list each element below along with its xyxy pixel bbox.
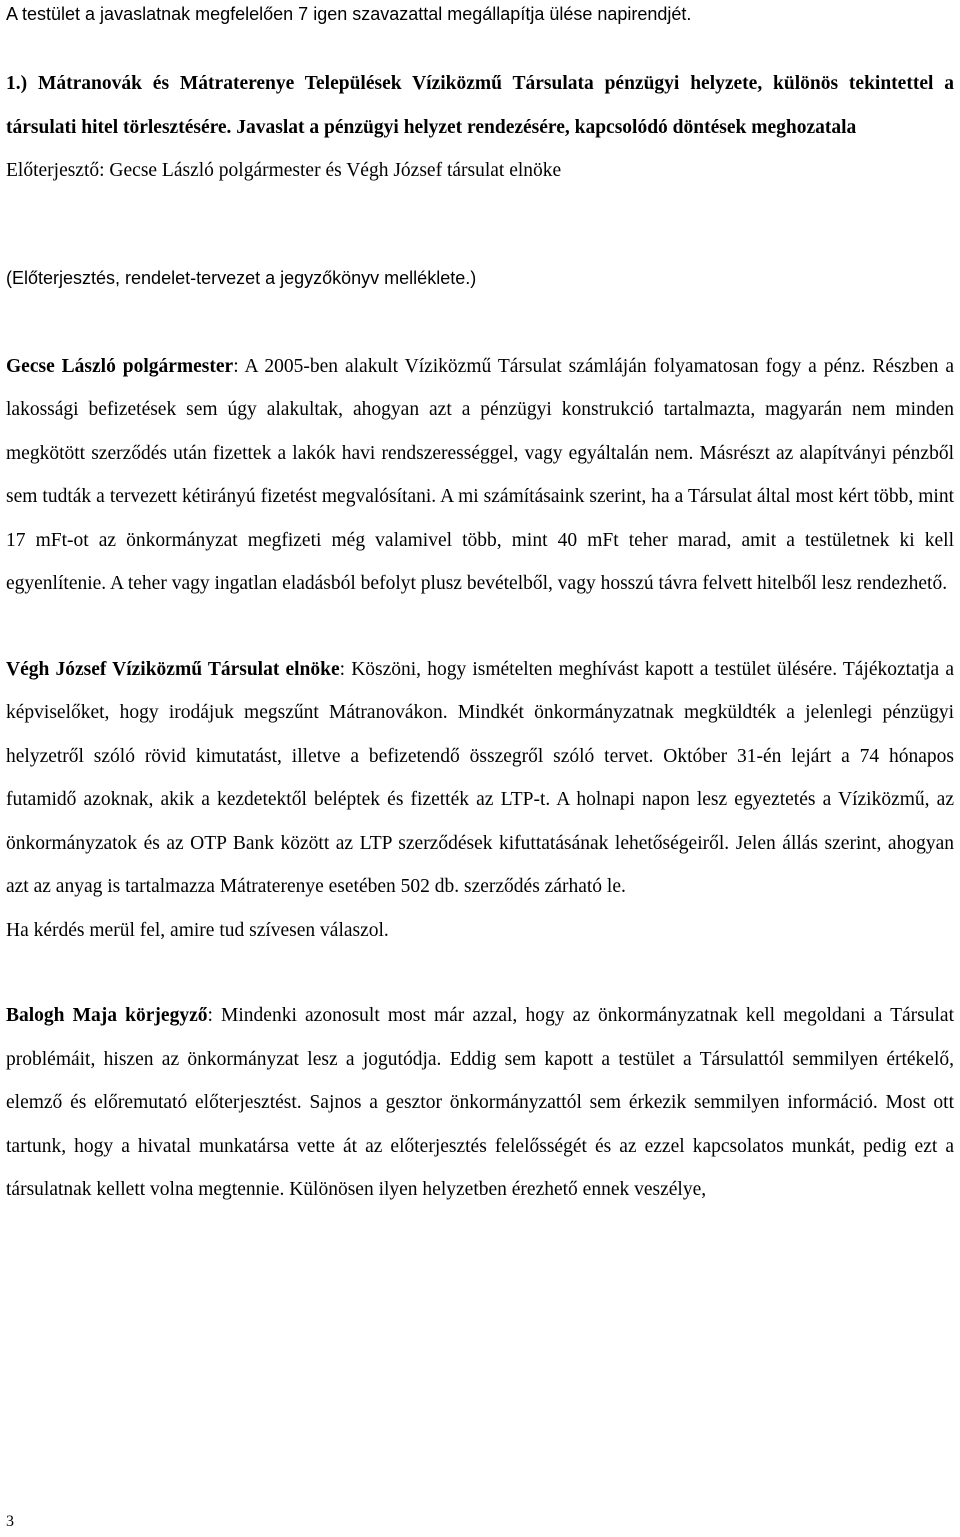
speaker-name: Végh József Víziközmű Társulat elnöke xyxy=(6,658,340,680)
speaker-name: Gecse László polgármester xyxy=(6,355,234,377)
speech-text: : A 2005-ben alakult Víziközmű Társulat számláján folyamatosan fogy a pénz. Részben a lakossági befizetések sem úgy alakultak, ahogyan azt a pénzügyi konstrukció tartalmazta, magyarán nem minden megkötött szerződés után fizettek a lakók havi rendszerességgel, vagy egyáltalán nem. Másrészt az alapítványi pénzből sem tudták a tervezett kétirányú fizetést megvalósítani. A mi számításaink szerint, ha a Társulat által most kért több, mint 17 mFt-ot az önkormányzat megfizeti még valamivel több, mint 40 mFt teher marad, amit a testületnek ki kell egyenlítenie. A teher vagy ingatlan eladásból befolyt plusz bevételből, vagy hosszú távra felvett hitelből lesz rendezhető. xyxy=(6,355,954,594)
speaker-name: Balogh Maja körjegyző xyxy=(6,1005,208,1026)
speech-text: : Mindenki azonosult most már azzal, hogy az önkormányzatnak kell megoldani a Társulat problémáit, hiszen az önkormányzat lesz a jogutódja. Eddig sem kapott a testület a Társulattól semmilyen értékelő, elemző és előremutató előterjesztést. Sajnos a gesztor önkormányzattól sem érkezik semmilyen információ. Most ott tartunk, hogy a hivatal munkatársa vette át az előterjesztés felelősségét és az ezzel kapcsolatos munkát, pedig ezt a társulatnak kellett volna megtennie. Különösen ilyen helyzetben érezhető ennek veszélye, xyxy=(6,1005,954,1200)
agenda-approval-text: A testület a javaslatnak megfelelően 7 igen szavazattal megállapítja ülése napirendjét. xyxy=(6,4,692,24)
agenda-annex-note: (Előterjesztés, rendelet-tervezet a jegyzőkönyv melléklete.) xyxy=(6,267,477,288)
page-number: 3 xyxy=(6,1513,14,1530)
speech-mayor xyxy=(6,345,954,606)
agenda-item-title: 1.) Mátranovák és Mátraterenye Települések Víziközmű Társulata pénzügyi helyzete, különös tekintettel a társulati hitel törlesztésére. Javaslat a pénzügyi helyzet rendezésére, kapcsolódó döntések meghozatala xyxy=(6,73,954,138)
speech-text: : Köszöni, hogy ismételten meghívást kapott a testület ülésére. Tájékoztatja a képviselőket, hogy irodájuk megszűnt Mátranovákon. Mindkét önkormányzatnak megküldték a jelenlegi pénzügyi helyzetről szóló rövid kimutatást, illetve a befizetendő összegről szóló tervet. Október 31-én lejárt a 74 hónapos futamidő azoknak, akik a kezdetektől beléptek és fizették az LTP-t. A holnapi napon lesz egyeztetés a Víziközmű, az önkormányzatok és az OTP Bank között az LTP szerződések kifuttatásának lehetőségeiről. Jelen állás szerint, ahogyan azt az anyag is tartalmazza Mátraterenye esetében 502 db. szerződés zárható le. xyxy=(6,658,955,897)
speech-closing-line: Ha kérdés merül fel, amire tud szívesen válaszol. xyxy=(6,919,389,941)
agenda-presenter: Előterjesztő: Gecse László polgármester és Végh József társulat elnöke xyxy=(6,160,562,181)
document-page xyxy=(6,0,954,1212)
speech-association-chair xyxy=(6,648,954,909)
agenda-item xyxy=(6,62,954,149)
speech-notary xyxy=(6,994,954,1212)
